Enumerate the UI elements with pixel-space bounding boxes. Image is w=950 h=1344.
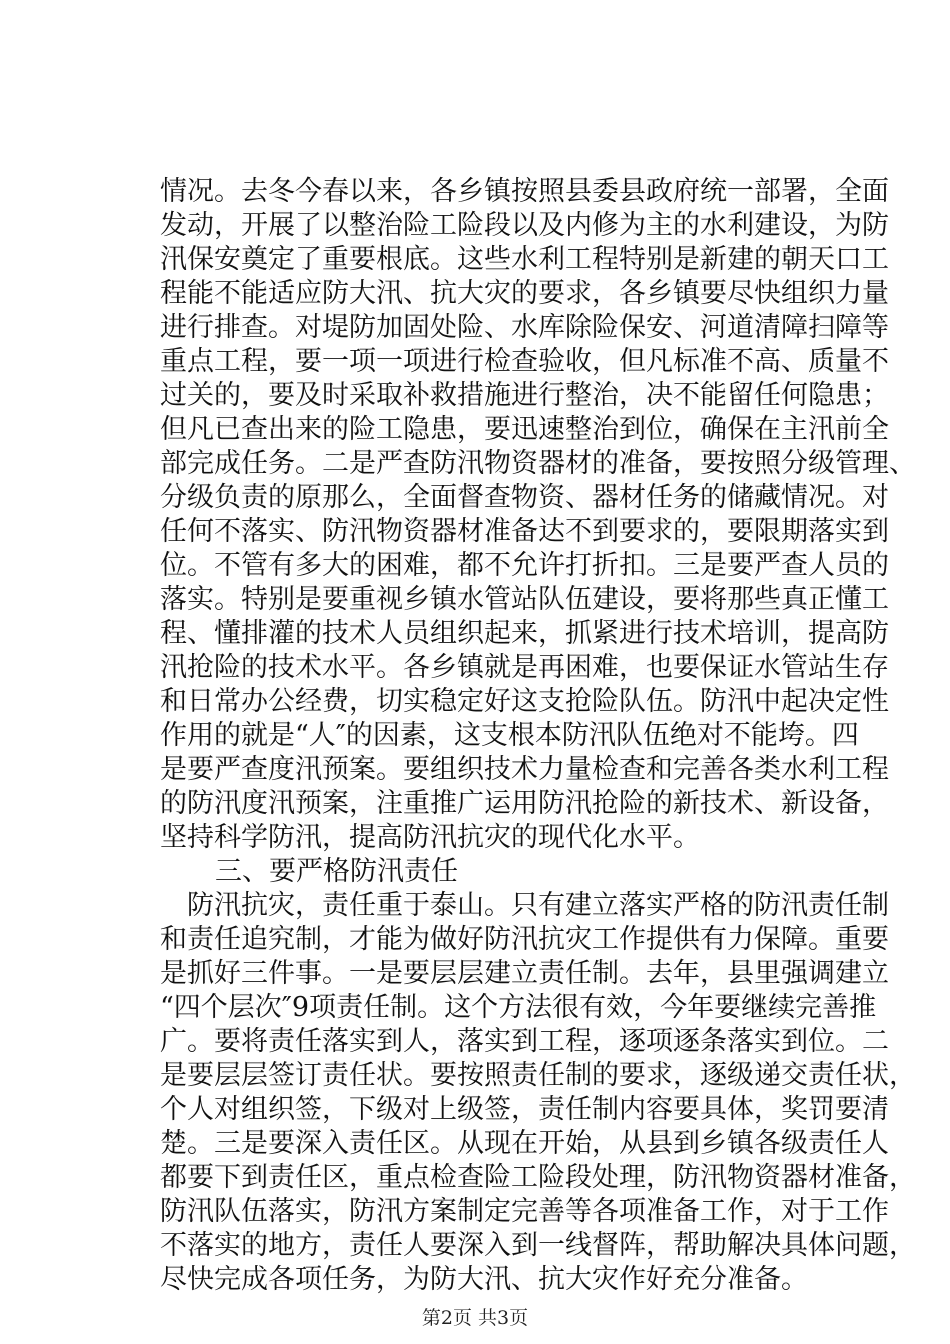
paragraph-line: 程、懂排灌的技术人员组织起来，抓紧进行技术培训，提高防	[160, 618, 889, 649]
paragraph-line: 部完成任务。二是严查防汛物资器材的准备，要按照分级管理、	[160, 448, 916, 479]
paragraph-line: 重点工程，要一项一项进行检查验收，但凡标准不高、质量不	[160, 346, 889, 377]
paragraph-line: 防汛队伍落实，防汛方案制定完善等各项准备工作，对于工作	[160, 1196, 889, 1227]
paragraph-line: 坚持科学防汛，提高防汛抗灾的现代化水平。	[160, 822, 700, 853]
paragraph-line: 楚。三是要深入责任区。从现在开始，从县到乡镇各级责任人	[160, 1128, 889, 1159]
paragraph-line: 发动，开展了以整治险工险段以及内修为主的水利建设，为防	[160, 210, 889, 241]
paragraph-line: 汛保安奠定了重要根底。这些水利工程特别是新建的朝天口工	[160, 244, 889, 275]
paragraph-line: 不落实的地方，责任人要深入到一线督阵，帮助解决具体问题，	[160, 1230, 916, 1261]
paragraph-line: 个人对组织签，下级对上级签，责任制内容要具体，奖罚要清	[160, 1094, 889, 1125]
paragraph-line: 任何不落实、防汛物资器材准备达不到要求的，要限期落实到	[160, 516, 889, 547]
paragraph-line: 过关的，要及时采取补救措施进行整治，决不能留任何隐患；	[160, 380, 889, 411]
paragraph-line: 都要下到责任区，重点检查险工险段处理，防汛物资器材准备，	[160, 1162, 916, 1193]
paragraph-line: 进行排查。对堤防加固处险、水库除险保安、河道清障扫障等	[160, 312, 889, 343]
paragraph-line: 情况。去冬今春以来，各乡镇按照县委县政府统一部署，全面	[160, 176, 889, 207]
paragraph-line: 作用的就是“人″的因素，这支根本防汛队伍绝对不能垮。四	[160, 720, 859, 751]
paragraph-line: 汛抢险的技术水平。各乡镇就是再困难，也要保证水管站生存	[160, 652, 889, 683]
paragraph-line: “四个层次″9项责任制。这个方法很有效，今年要继续完善推	[160, 992, 877, 1023]
paragraph-line: 是要层层签订责任状。要按照责任制的要求，逐级递交责任状，	[160, 1060, 916, 1091]
page-footer: 第2页 共3页	[421, 1307, 529, 1329]
paragraph-line: 尽快完成各项任务，为防大汛、抗大灾作好充分准备。	[160, 1264, 808, 1295]
paragraph-line: 是抓好三件事。一是要层层建立责任制。去年，县里强调建立	[160, 958, 889, 989]
paragraph-line: 落实。特别是要重视乡镇水管站队伍建设，要将那些真正懂工	[160, 584, 889, 615]
paragraph-line: 和日常办公经费，切实稳定好这支抢险队伍。防汛中起决定性	[160, 686, 889, 717]
paragraph-line: 防汛抗灾，责任重于泰山。只有建立落实严格的防汛责任制	[187, 890, 889, 921]
paragraph-line: 位。不管有多大的困难，都不允许打折扣。三是要严查人员的	[160, 550, 889, 581]
paragraph-line: 广。要将责任落实到人，落实到工程，逐项逐条落实到位。二	[160, 1026, 889, 1057]
section-heading: 三、要严格防汛责任	[215, 856, 458, 887]
paragraph-line: 但凡已查出来的险工隐患，要迅速整治到位，确保在主汛前全	[160, 414, 889, 445]
paragraph-line: 是要严查度汛预案。要组织技术力量检查和完善各类水利工程	[160, 754, 889, 785]
paragraph-line: 和责任追究制，才能为做好防汛抗灾工作提供有力保障。重要	[160, 924, 889, 955]
paragraph-line: 程能不能适应防大汛、抗大灾的要求，各乡镇要尽快组织力量	[160, 278, 889, 309]
paragraph-line: 的防汛度汛预案，注重推广运用防汛抢险的新技术、新设备，	[160, 788, 889, 819]
paragraph-line: 分级负责的原那么，全面督查物资、器材任务的储藏情况。对	[160, 482, 889, 513]
